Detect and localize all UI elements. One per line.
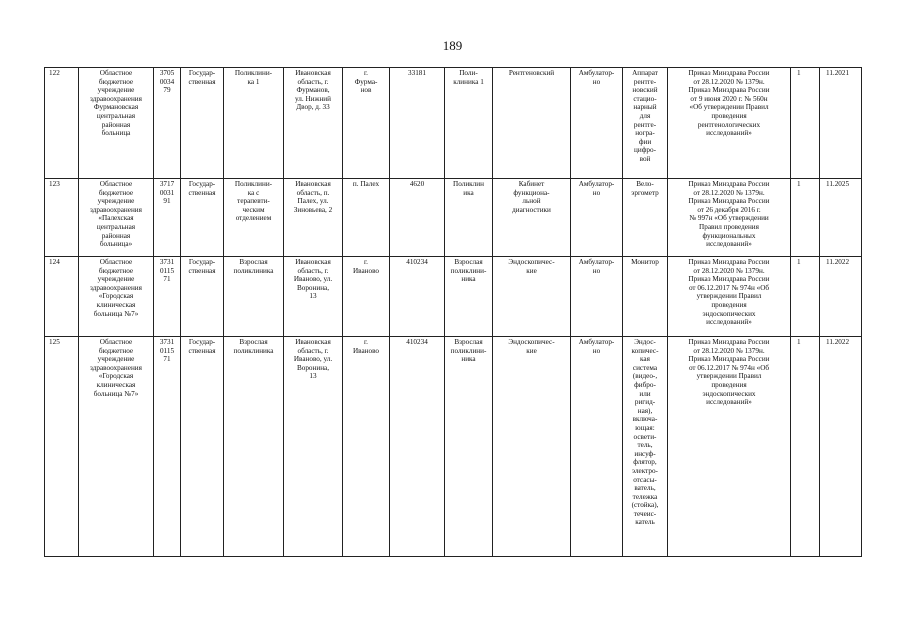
organization-cell: Областное бюджетное учреждение здравоохранения «Городская клиническая больница №7» xyxy=(79,257,154,337)
code-cell: 3717 0031 91 xyxy=(154,179,181,257)
code-cell: 3705 0034 79 xyxy=(154,68,181,179)
division-cell: Взрослая поликлини- ника xyxy=(445,257,493,337)
care-type-cell: Амбулатор- но xyxy=(571,179,623,257)
cabinet-cell: Эндоскопичес- кие xyxy=(493,257,571,337)
cabinet-cell: Эндоскопичес- кие xyxy=(493,337,571,557)
date-cell: 11.2025 xyxy=(820,179,862,257)
equipment-cell: Монитор xyxy=(623,257,668,337)
care-type-cell: Амбулатор- но xyxy=(571,257,623,337)
cabinet-cell: Кабинет функциона- льной диагностики xyxy=(493,179,571,257)
order-cell: Приказ Минздрава России от 28.12.2020 № 1379н. Приказ Минздрава России от 9 июня 2020 г. № 560н «Об утверждении Правил проведения рентгенологических исследований» xyxy=(668,68,791,179)
unit-cell: Взрослая поликлиника xyxy=(224,337,284,557)
division-cell: Поли- клиника 1 xyxy=(445,68,493,179)
settlement-cell: г. Фурма- нов xyxy=(343,68,390,179)
equipment-cell: Эндос- копичес- кая система (видео-, фибро- или ригид- ная), включа- ющая: освети- тель, инсуф- флятор, электро- отсасы- ватель, тележка (стойка), течеис- катель xyxy=(623,337,668,557)
unit-cell: Поликлини- ка 1 xyxy=(224,68,284,179)
count-cell: 1 xyxy=(791,68,820,179)
row-number: 124 xyxy=(45,257,79,337)
address-cell: Ивановская область, г. Иваново, ул. Воронина, 13 xyxy=(284,257,343,337)
count-cell: 1 xyxy=(791,179,820,257)
table-row xyxy=(45,179,862,257)
cabinet-cell: Рентгеновский xyxy=(493,68,571,179)
order-cell: Приказ Минздрава России от 28.12.2020 № 1379н. Приказ Минздрава России от 06.12.2017 № 974н «Об утверждении Правил проведения эндоскопических исследований» xyxy=(668,337,791,557)
date-cell: 11.2021 xyxy=(820,68,862,179)
unit-cell: Поликлини- ка с терапевти- ческим отделением xyxy=(224,179,284,257)
date-cell: 11.2022 xyxy=(820,257,862,337)
equipment-table xyxy=(44,67,862,557)
equipment-cell: Вело- эргометр xyxy=(623,179,668,257)
row-number: 125 xyxy=(45,337,79,557)
table-row xyxy=(45,337,862,557)
ownership-cell: Государ- ственная xyxy=(181,337,224,557)
settlement-cell: п. Палех xyxy=(343,179,390,257)
order-cell: Приказ Минздрава России от 28.12.2020 № 1379н. Приказ Минздрава России от 06.12.2017 № 974н «Об утверждении Правил проведения эндоскопических исследований» xyxy=(668,257,791,337)
division-cell: Поликлин ика xyxy=(445,179,493,257)
organization-cell: Областное бюджетное учреждение здравоохранения «Городская клиническая больница №7» xyxy=(79,337,154,557)
order-cell: Приказ Минздрава России от 28.12.2020 № 1379н. Приказ Минздрава России от 26 декабря 2016 г. № 997н «Об утверждении Правил проведения функциональных исследований» xyxy=(668,179,791,257)
address-cell: Ивановская область, г. Иваново, ул. Воронина, 13 xyxy=(284,337,343,557)
index-cell: 4620 xyxy=(390,179,445,257)
division-cell: Взрослая поликлини- ника xyxy=(445,337,493,557)
count-cell: 1 xyxy=(791,257,820,337)
code-cell: 3731 0115 71 xyxy=(154,257,181,337)
ownership-cell: Государ- ственная xyxy=(181,68,224,179)
index-cell: 410234 xyxy=(390,337,445,557)
row-number: 123 xyxy=(45,179,79,257)
table-row xyxy=(45,257,862,337)
equipment-cell: Аппарат рентге- новский стацио- нарный для рентге- ногра- фии цифро- вой xyxy=(623,68,668,179)
page-number: 189 xyxy=(442,38,463,53)
organization-cell: Областное бюджетное учреждение здравоохранения Фурмановская центральная районная больница xyxy=(79,68,154,179)
care-type-cell: Амбулатор- но xyxy=(571,337,623,557)
unit-cell: Взрослая поликлиника xyxy=(224,257,284,337)
settlement-cell: г. Иваново xyxy=(343,257,390,337)
ownership-cell: Государ- ственная xyxy=(181,179,224,257)
address-cell: Ивановская область, п. Палех, ул. Зиновьева, 2 xyxy=(284,179,343,257)
date-cell: 11.2022 xyxy=(820,337,862,557)
table-row xyxy=(45,68,862,179)
care-type-cell: Амбулатор- но xyxy=(571,68,623,179)
row-number: 122 xyxy=(45,68,79,179)
settlement-cell: г. Иваново xyxy=(343,337,390,557)
organization-cell: Областное бюджетное учреждение здравоохранения «Палехская центральная районная больница» xyxy=(79,179,154,257)
ownership-cell: Государ- ственная xyxy=(181,257,224,337)
index-cell: 410234 xyxy=(390,257,445,337)
index-cell: 33181 xyxy=(390,68,445,179)
code-cell: 3731 0115 71 xyxy=(154,337,181,557)
address-cell: Ивановская область, г. Фурманов, ул. Нижний Двор, д. 33 xyxy=(284,68,343,179)
count-cell: 1 xyxy=(791,337,820,557)
